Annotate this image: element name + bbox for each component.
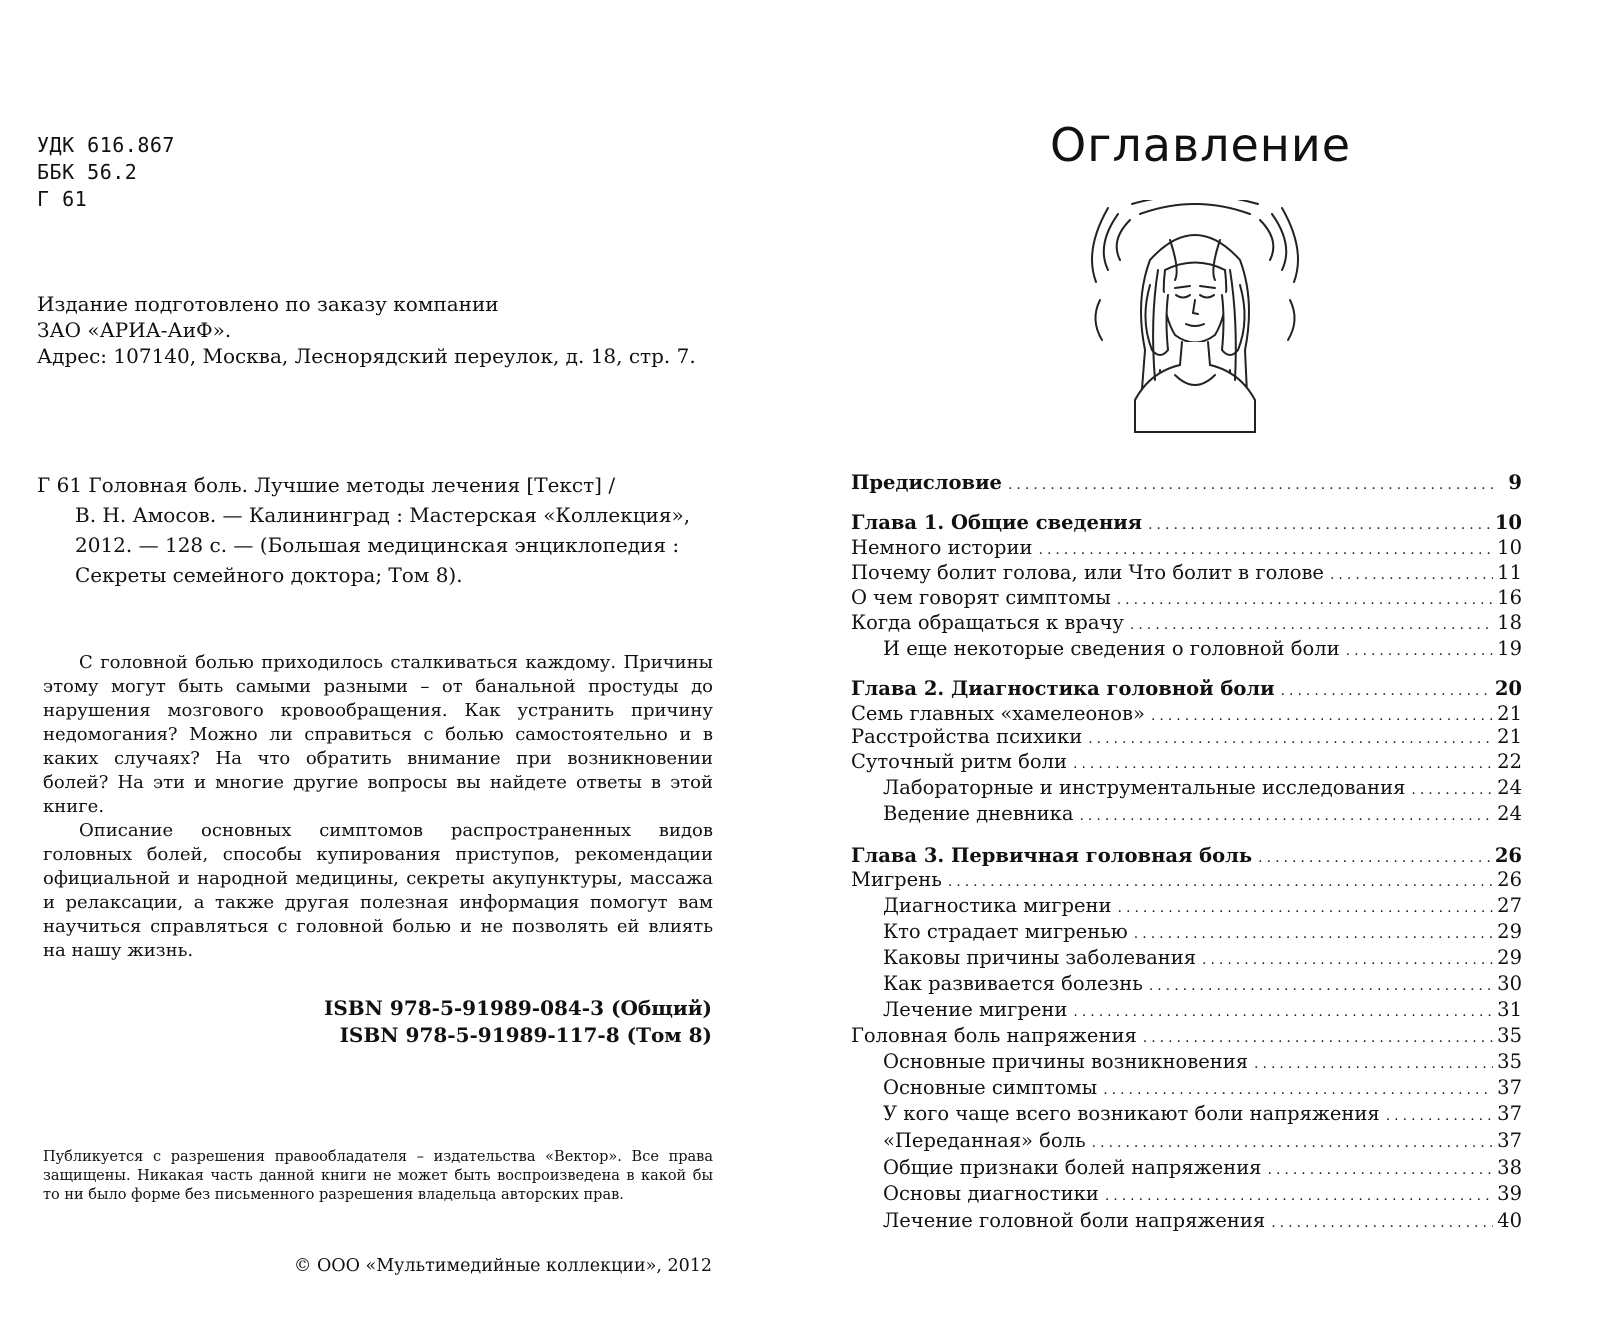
- bibliographic-line: В. Н. Амосов. — Калининград : Мастерская «Коллекция»,: [75, 503, 691, 527]
- toc-entry: [883, 893, 1522, 921]
- toc-entry-title: Как развивается болезнь: [883, 972, 1143, 995]
- toc-entry: [883, 1128, 1522, 1156]
- toc-leader-dots: [1411, 777, 1493, 803]
- toc-entry: [851, 535, 1522, 563]
- toc-entry-page: 21: [1497, 702, 1522, 725]
- toc-entry-page: 38: [1497, 1156, 1522, 1179]
- toc-leader-dots: [1073, 751, 1493, 777]
- rights-notice: Публикуется с разрешения правообладателя – издательства «Вектор». Все права защищены. Никакая часть данной книги не может быть воспроизведена в какой бы то ни было форме без письменного разрешения владельца авторских прав.: [43, 1149, 713, 1203]
- book-abstract: [43, 651, 713, 963]
- bibliographic-line: Г 61 Головная боль. Лучшие методы лечения [Текст] /: [37, 473, 616, 497]
- toc-entry-page: 10: [1494, 511, 1522, 534]
- toc-entry-title: Семь главных «хамелеонов»: [851, 702, 1145, 725]
- toc-entry: [883, 919, 1522, 947]
- toc-entry-page: 30: [1497, 972, 1522, 995]
- toc-leader-dots: [948, 869, 1493, 895]
- toc-leader-dots: [1130, 612, 1493, 638]
- toc-entry-title: Основы диагностики: [883, 1182, 1099, 1205]
- abstract-paragraph: Описание основных симптомов распространенных видов головных болей, способы купирования приступов, рекомендации официальной и народной медицины, секреты акупунктуры, массажа и релаксации, а также другая полезная информация помогут вам научиться справляться с головной болью и не позволять ей влиять на нашу жизнь.: [43, 820, 713, 961]
- toc-leader-dots: [1143, 1025, 1493, 1051]
- publisher-note-line: Адрес: 107140, Москва, Леснорядский переулок, д. 18, стр. 7.: [37, 344, 696, 368]
- toc-entry-title: Головная боль напряжения: [851, 1024, 1137, 1047]
- bibliographic-line: Секреты семейного доктора; Том 8).: [75, 563, 463, 587]
- toc-entry-title: Основные причины возникновения: [883, 1050, 1249, 1073]
- toc-leader-dots: [1268, 1157, 1494, 1183]
- toc-entry-title: Каковы причины заболевания: [883, 946, 1196, 969]
- toc-entry: [851, 676, 1522, 704]
- toc-entry: [851, 510, 1522, 538]
- toc-entry: [883, 1208, 1522, 1236]
- toc-entry-page: 18: [1497, 611, 1522, 634]
- toc-leader-dots: [1092, 1130, 1494, 1156]
- toc-entry-title: Общие признаки болей напряжения: [883, 1156, 1262, 1179]
- toc-entry: [883, 1101, 1522, 1129]
- toc-leader-dots: [1118, 895, 1494, 921]
- toc-entry-page: 11: [1497, 561, 1522, 584]
- toc-entry-title: Когда обращаться к врачу: [851, 611, 1124, 634]
- toc-entry: [851, 470, 1522, 498]
- toc-entry-title: «Переданная» боль: [883, 1129, 1086, 1152]
- toc-entry-page: 39: [1497, 1182, 1522, 1205]
- abstract-paragraph: С головной болью приходилось сталкиваться каждому. Причины этому могут быть самыми разными – от банальной простуды до нарушения мозгового кровообращения. Как устранить причину недомогания? Можно ли справиться с болью самостоятельно и в каких случаях? На что обратить внимание при возникновении болей? На эти и многие другие вопросы вы найдете ответы в этой книге.: [43, 652, 713, 817]
- toc-entry-page: 29: [1497, 946, 1522, 969]
- toc-entry-page: 35: [1497, 1050, 1522, 1073]
- toc-entry-title: Суточный ритм боли: [851, 750, 1068, 773]
- toc-entry-title: О чем говорят симптомы: [851, 586, 1111, 609]
- toc-leader-dots: [1103, 1077, 1493, 1103]
- toc-entry-page: 37: [1497, 1129, 1522, 1152]
- woman-with-headache-illustration: [1080, 200, 1310, 440]
- toc-leader-dots: [1073, 999, 1493, 1025]
- toc-entry-title: Лечение мигрени: [883, 998, 1068, 1021]
- toc-title: Оглавление: [1050, 118, 1352, 172]
- bbk-code: ББК 56.2: [37, 160, 138, 184]
- toc-leader-dots: [1271, 1210, 1493, 1236]
- toc-entry-page: 27: [1497, 894, 1522, 917]
- toc-entry-page: 37: [1497, 1076, 1522, 1099]
- publisher-note-line: Издание подготовлено по заказу компании: [37, 292, 499, 316]
- toc-entry-title: Кто страдает мигренью: [883, 920, 1128, 943]
- toc-entry-page: 21: [1497, 725, 1522, 748]
- toc-entry-page: 26: [1497, 868, 1522, 891]
- publisher-note-line: ЗАО «АРИА-АиФ».: [37, 318, 232, 342]
- toc-entry: [883, 1155, 1522, 1183]
- toc-entry: [883, 1075, 1522, 1103]
- toc-leader-dots: [1386, 1103, 1493, 1129]
- toc-entry-page: 40: [1497, 1209, 1522, 1232]
- toc-entry-page: 24: [1497, 776, 1522, 799]
- toc-leader-dots: [1134, 921, 1493, 947]
- toc-entry-title: Мигрень: [851, 868, 942, 891]
- toc-entry-title: Расстройства психики: [851, 725, 1083, 748]
- toc-entry: [851, 560, 1522, 588]
- toc-leader-dots: [1202, 947, 1493, 973]
- toc-entry: [883, 636, 1522, 664]
- bibliographic-record: [37, 470, 717, 590]
- toc-entry-title: И еще некоторые сведения о головной боли: [883, 637, 1340, 660]
- isbn-volume: ISBN 978-5-91989-117-8 (Том 8): [339, 1023, 712, 1047]
- toc-entry-title: Глава 2. Диагностика головной боли: [851, 677, 1275, 700]
- toc-entry: [883, 1181, 1522, 1209]
- toc-entry-page: 29: [1497, 920, 1522, 943]
- toc-entry-page: 26: [1494, 844, 1522, 867]
- toc-entry-page: 10: [1497, 536, 1522, 559]
- toc-entry-title: Лабораторные и инструментальные исследования: [883, 776, 1406, 799]
- toc-entry-page: 24: [1497, 802, 1522, 825]
- toc-entry-page: 9: [1508, 471, 1522, 494]
- toc-entry-title: Ведение дневника: [883, 802, 1074, 825]
- toc-entry-title: Основные симптомы: [883, 1076, 1098, 1099]
- toc-entry: [851, 867, 1522, 895]
- toc-entry-page: 20: [1494, 677, 1522, 700]
- toc-entry: [851, 1023, 1522, 1051]
- udk-code: УДК 616.867: [37, 133, 175, 157]
- toc-leader-dots: [1149, 973, 1493, 999]
- toc-entry-page: 35: [1497, 1024, 1522, 1047]
- toc-entry: [883, 1049, 1522, 1077]
- toc-leader-dots: [1254, 1051, 1493, 1077]
- toc-entry-title: Глава 3. Первичная головная боль: [851, 844, 1253, 867]
- toc-entry: [883, 775, 1522, 803]
- toc-entry-page: 37: [1497, 1102, 1522, 1125]
- toc-entry-page: 19: [1497, 637, 1522, 660]
- toc-entry-title: Немного истории: [851, 536, 1033, 559]
- toc-leader-dots: [1008, 472, 1496, 498]
- isbn-general: ISBN 978-5-91989-084-3 (Общий): [323, 996, 712, 1020]
- bibliographic-line: 2012. — 128 с. — (Большая медицинская энциклопедия :: [75, 533, 680, 557]
- copyright-line: © ООО «Мультимедийные коллекции», 2012: [293, 1256, 712, 1276]
- right-page: [800, 0, 1600, 1330]
- toc-entry-page: 22: [1497, 750, 1522, 773]
- toc-entry-title: Почему болит голова, или Что болит в голове: [851, 561, 1324, 584]
- toc-entry: [851, 610, 1522, 638]
- toc-entry-title: Лечение головной боли напряжения: [883, 1209, 1266, 1232]
- author-mark: Г 61: [37, 187, 88, 211]
- toc-entry: [883, 971, 1522, 999]
- toc-entry: [851, 724, 1522, 752]
- toc-leader-dots: [1105, 1183, 1493, 1209]
- toc-entry-title: Диагностика мигрени: [883, 894, 1112, 917]
- toc-entry-page: 16: [1497, 586, 1522, 609]
- toc-entry: [883, 801, 1522, 829]
- toc-leader-dots: [1346, 638, 1494, 664]
- toc-entry: [851, 749, 1522, 777]
- toc-entry-title: Предисловие: [851, 471, 1002, 494]
- toc-entry: [883, 945, 1522, 973]
- toc-leader-dots: [1079, 803, 1493, 829]
- toc-entry-page: 31: [1497, 998, 1522, 1021]
- toc-entry: [883, 997, 1522, 1025]
- toc-entry-title: У кого чаще всего возникают боли напряжения: [883, 1102, 1380, 1125]
- toc-entry-title: Глава 1. Общие сведения: [851, 511, 1143, 534]
- toc-entry: [851, 585, 1522, 613]
